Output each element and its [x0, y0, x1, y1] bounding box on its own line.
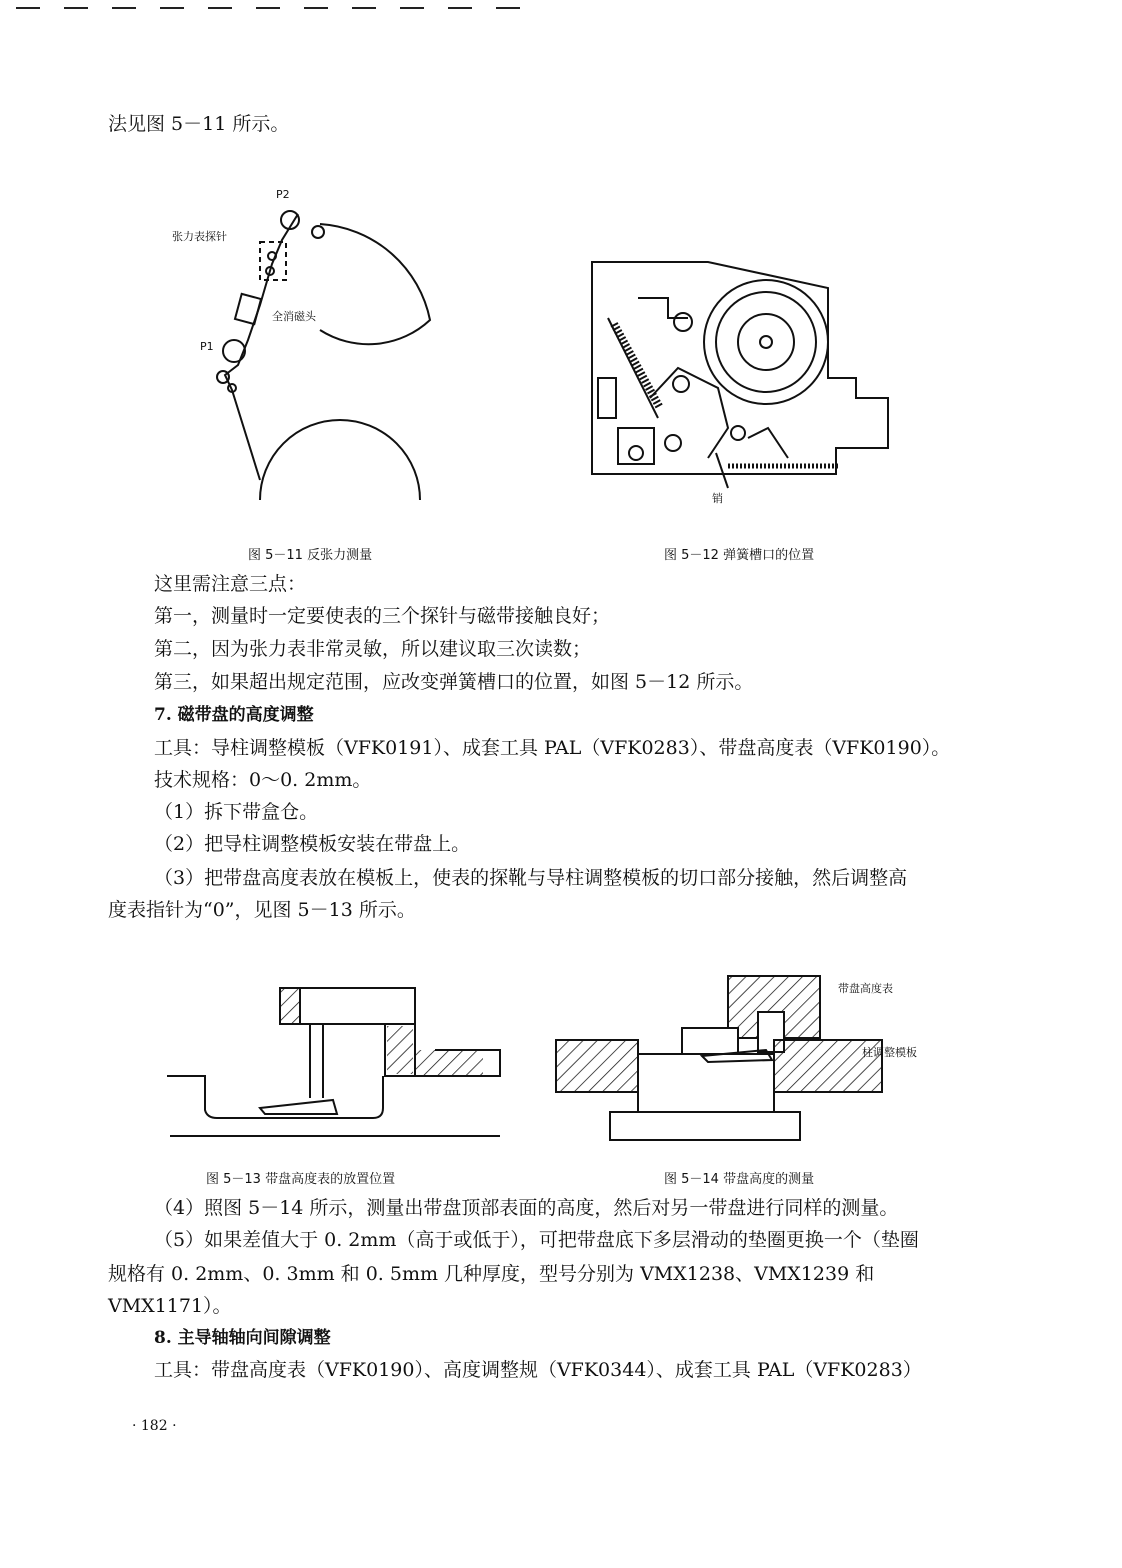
fig12-caption: 图 5－12 弹簧槽口的位置: [664, 548, 815, 563]
label-erase-head: 全消磁头: [272, 310, 316, 323]
step-5-cont: 规格有 0. 2mm、0. 3mm 和 0. 5mm 几种厚度，型号分别为 VMX1238、VMX1239 和: [108, 1263, 875, 1285]
section-7-tools: 工具：导柱调整模板（VFK0191）、成套工具 PAL（VFK0283）、带盘高度表（VFK0190）。: [154, 737, 951, 759]
section-8-tools: 工具：带盘高度表（VFK0190）、高度调整规（VFK0344）、成套工具 PAL（VFK0283）: [154, 1359, 922, 1381]
fig14-caption: 图 5－14 带盘高度的测量: [664, 1172, 815, 1187]
step-3: （3）把带盘高度表放在模板上，使表的探靴与导柱调整模板的切口部分接触，然后调整高: [154, 867, 908, 889]
page-number: · 182 ·: [132, 1418, 177, 1434]
label-p2: P2: [276, 188, 290, 201]
step-1: （1）拆下带盒仓。: [154, 801, 319, 823]
step-5-end: VMX1171）。: [108, 1295, 232, 1317]
notes-lead: 这里需注意三点：: [154, 573, 307, 595]
label-p1: P1: [200, 340, 214, 353]
fig13-caption: 图 5－13 带盘高度表的放置位置: [206, 1172, 396, 1187]
spring-slot-diagram: [588, 258, 898, 488]
gauge-placement-diagram: [165, 980, 505, 1150]
note-1: 第一，测量时一定要使表的三个探针与磁带接触良好；: [154, 605, 611, 627]
reel-height-diagram: [552, 972, 892, 1142]
section-7-heading: 7. 磁带盘的高度调整: [154, 705, 314, 725]
label-pin: 销: [712, 492, 723, 505]
step-2: （2）把导柱调整模板安装在带盘上。: [154, 833, 471, 855]
fig11-caption: 图 5－11 反张力测量: [248, 548, 373, 563]
label-post-template: 柱调整模板: [862, 1046, 917, 1059]
note-3: 第三，如果超出规定范围，应改变弹簧槽口的位置，如图 5－12 所示。: [154, 671, 754, 693]
step-5: （5）如果差值大于 0. 2mm（高于或低于），可把带盘底下多层滑动的垫圈更换一个（垫圈: [154, 1229, 919, 1251]
step-4: （4）照图 5－14 所示，测量出带盘顶部表面的高度，然后对另一带盘进行同样的测量。: [154, 1197, 899, 1219]
label-reel-gauge: 带盘高度表: [838, 982, 893, 995]
note-2: 第二，因为张力表非常灵敏，所以建议取三次读数；: [154, 638, 592, 660]
intro-line: 法见图 5－11 所示。: [108, 113, 290, 135]
section-7-spec: 技术规格：0～0. 2mm。: [154, 769, 372, 791]
label-probe: 张力表探针: [172, 230, 227, 243]
tension-diagram: [170, 180, 630, 520]
step-3-cont: 度表指针为“0”，见图 5－13 所示。: [108, 899, 416, 921]
section-8-heading: 8. 主导轴轴向间隙调整: [154, 1328, 331, 1348]
